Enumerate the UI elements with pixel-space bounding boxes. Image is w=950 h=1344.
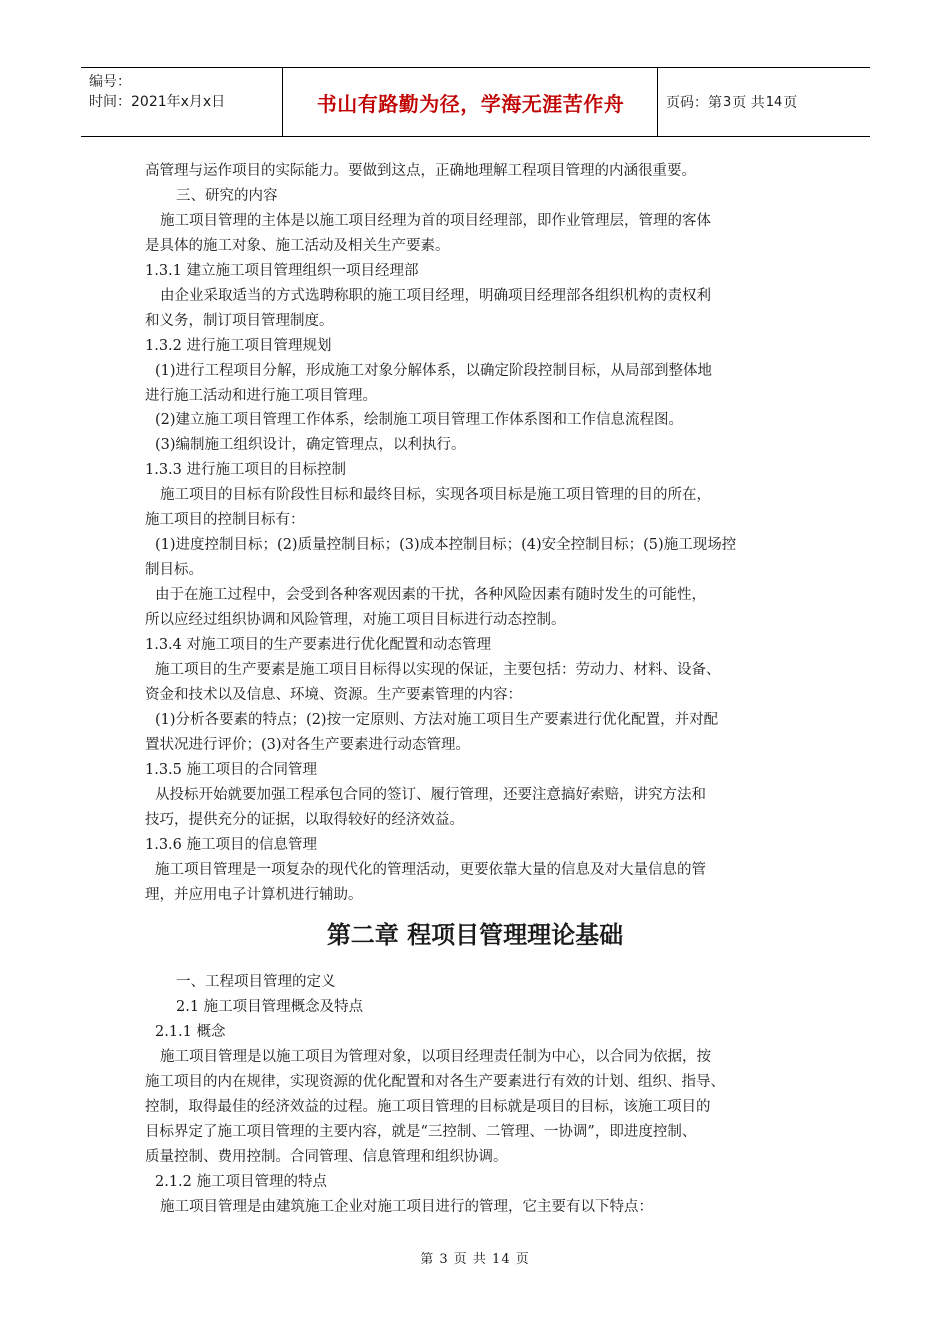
text-line: 所以应经过组织协调和风险管理，对施工项目目标进行动态控制。 [145,612,566,628]
text-line: 施工项目的控制目标有： [145,512,305,528]
subsection-heading: 2.1.1 概念 [155,1024,226,1040]
text-line: 控制，取得最佳的经济效益的过程。施工项目管理的目标就是项目的目标，该施工项目的 [145,1099,711,1115]
text-line: 目标界定了施工项目管理的主要内容，就是“三控制、二管理、一协调”，即进度控制、 [145,1124,697,1140]
text-line: 进行施工活动和进行施工项目管理。 [145,388,377,404]
text-line: 施工项目的内在规律，实现资源的优化配置和对各生产要素进行有效的计划、组织、指导、 [145,1074,725,1090]
code-label: 编号： [89,74,131,90]
text-line: 理，并应用电子计算机进行辅助。 [145,887,363,903]
text-line: 由企业采取适当的方式选聘称职的施工项目经理，明确项目经理部各组织机构的责权利 [160,288,711,304]
header-motto: 书山有路勤为径，学海无涯苦作舟 [284,68,658,136]
page-current: 3 [723,94,732,110]
text-line: (1)进度控制目标；(2)质量控制目标；(3)成本控制目标；(4)安全控制目标；(5)施工现场控 [155,537,737,553]
subsection-heading: 1.3.6 施工项目的信息管理 [145,837,318,853]
text-line: 从投标开始就要加强工程承包合同的签订、履行管理，还要注意搞好索赔，讲究方法和 [155,787,706,803]
text-line: 施工项目的生产要素是施工项目目标得以实现的保证，主要包括：劳动力、材料、设备、 [155,662,721,678]
page-footer: 第 3 页 共 14 页 [420,1252,530,1267]
subsection-heading: 2.1.2 施工项目管理的特点 [155,1174,328,1190]
header-page-number [658,68,870,136]
text-line: 技巧，提供充分的证据，以取得较好的经济效益。 [145,812,464,828]
text-line: 高管理与运作项目的实际能力。要做到这点，正确地理解工程项目管理的内涵很重要。 [145,163,696,179]
page-header [81,67,870,137]
text-line: 制目标。 [145,562,203,578]
text-line: (1)进行工程项目分解，形成施工对象分解体系，以确定阶段控制目标，从局部到整体地 [155,363,713,379]
text-line: 施工项目管理是以施工项目为管理对象，以项目经理责任制为中心，以合同为依据，按 [160,1049,711,1065]
text-line: 置状况进行评价；(3)对各生产要素进行动态管理。 [145,737,471,753]
text-line: 资金和技术以及信息、环境、资源。生产要素管理的内容： [145,687,522,703]
section-heading: 2.1 施工项目管理概念及特点 [176,999,364,1015]
text-line: 施工项目管理是一项复杂的现代化的管理活动，更要依靠大量的信息及对大量信息的管 [155,862,706,878]
text-line: (3)编制施工组织设计，确定管理点，以利执行。 [155,437,466,453]
page-total: 14 [765,94,783,110]
chapter-title: 第二章 程项目管理理论基础 [326,921,624,949]
text-line: 施工项目的目标有阶段性目标和最终目标，实现各项目标是施工项目管理的目的所在， [160,487,711,503]
page-mid: 页 共 [732,95,765,111]
subsection-heading: 1.3.1 建立施工项目管理组织一项目经理部 [145,263,419,279]
text-line: 施工项目管理的主体是以施工项目经理为首的项目经理部，即作业管理层，管理的客体 [160,213,711,229]
text-line: 施工项目管理是由建筑施工企业对施工项目进行的管理，它主要有以下特点： [160,1199,653,1215]
subsection-heading: 1.3.2 进行施工项目管理规划 [145,338,332,354]
time-label: 时间：2021年x月x日 [89,94,226,110]
text-line: 质量控制、费用控制。合同管理、信息管理和组织协调。 [145,1149,508,1165]
page-prefix: 页码：第 [666,95,722,111]
header-meta-cell [81,68,283,136]
text-line: 由于在施工过程中，会受到各种客观因素的干扰，各种风险因素有随时发生的可能性， [155,587,706,603]
section-heading: 一、工程项目管理的定义 [176,974,336,990]
text-line: (2)建立施工项目管理工作体系，绘制施工项目管理工作体系图和工作信息流程图。 [155,412,684,428]
subsection-heading: 1.3.5 施工项目的合同管理 [145,762,318,778]
page-suffix: 页 [783,95,798,111]
section-heading: 三、研究的内容 [176,188,278,204]
text-line: 和义务，制订项目管理制度。 [145,313,334,329]
text-line: 是具体的施工对象、施工活动及相关生产要素。 [145,238,450,254]
subsection-heading: 1.3.4 对施工项目的生产要素进行优化配置和动态管理 [145,637,492,653]
text-line: (1)分析各要素的特点；(2)按一定原则、方法对施工项目生产要素进行优化配置，并对配 [155,712,719,728]
subsection-heading: 1.3.3 进行施工项目的目标控制 [145,462,347,478]
